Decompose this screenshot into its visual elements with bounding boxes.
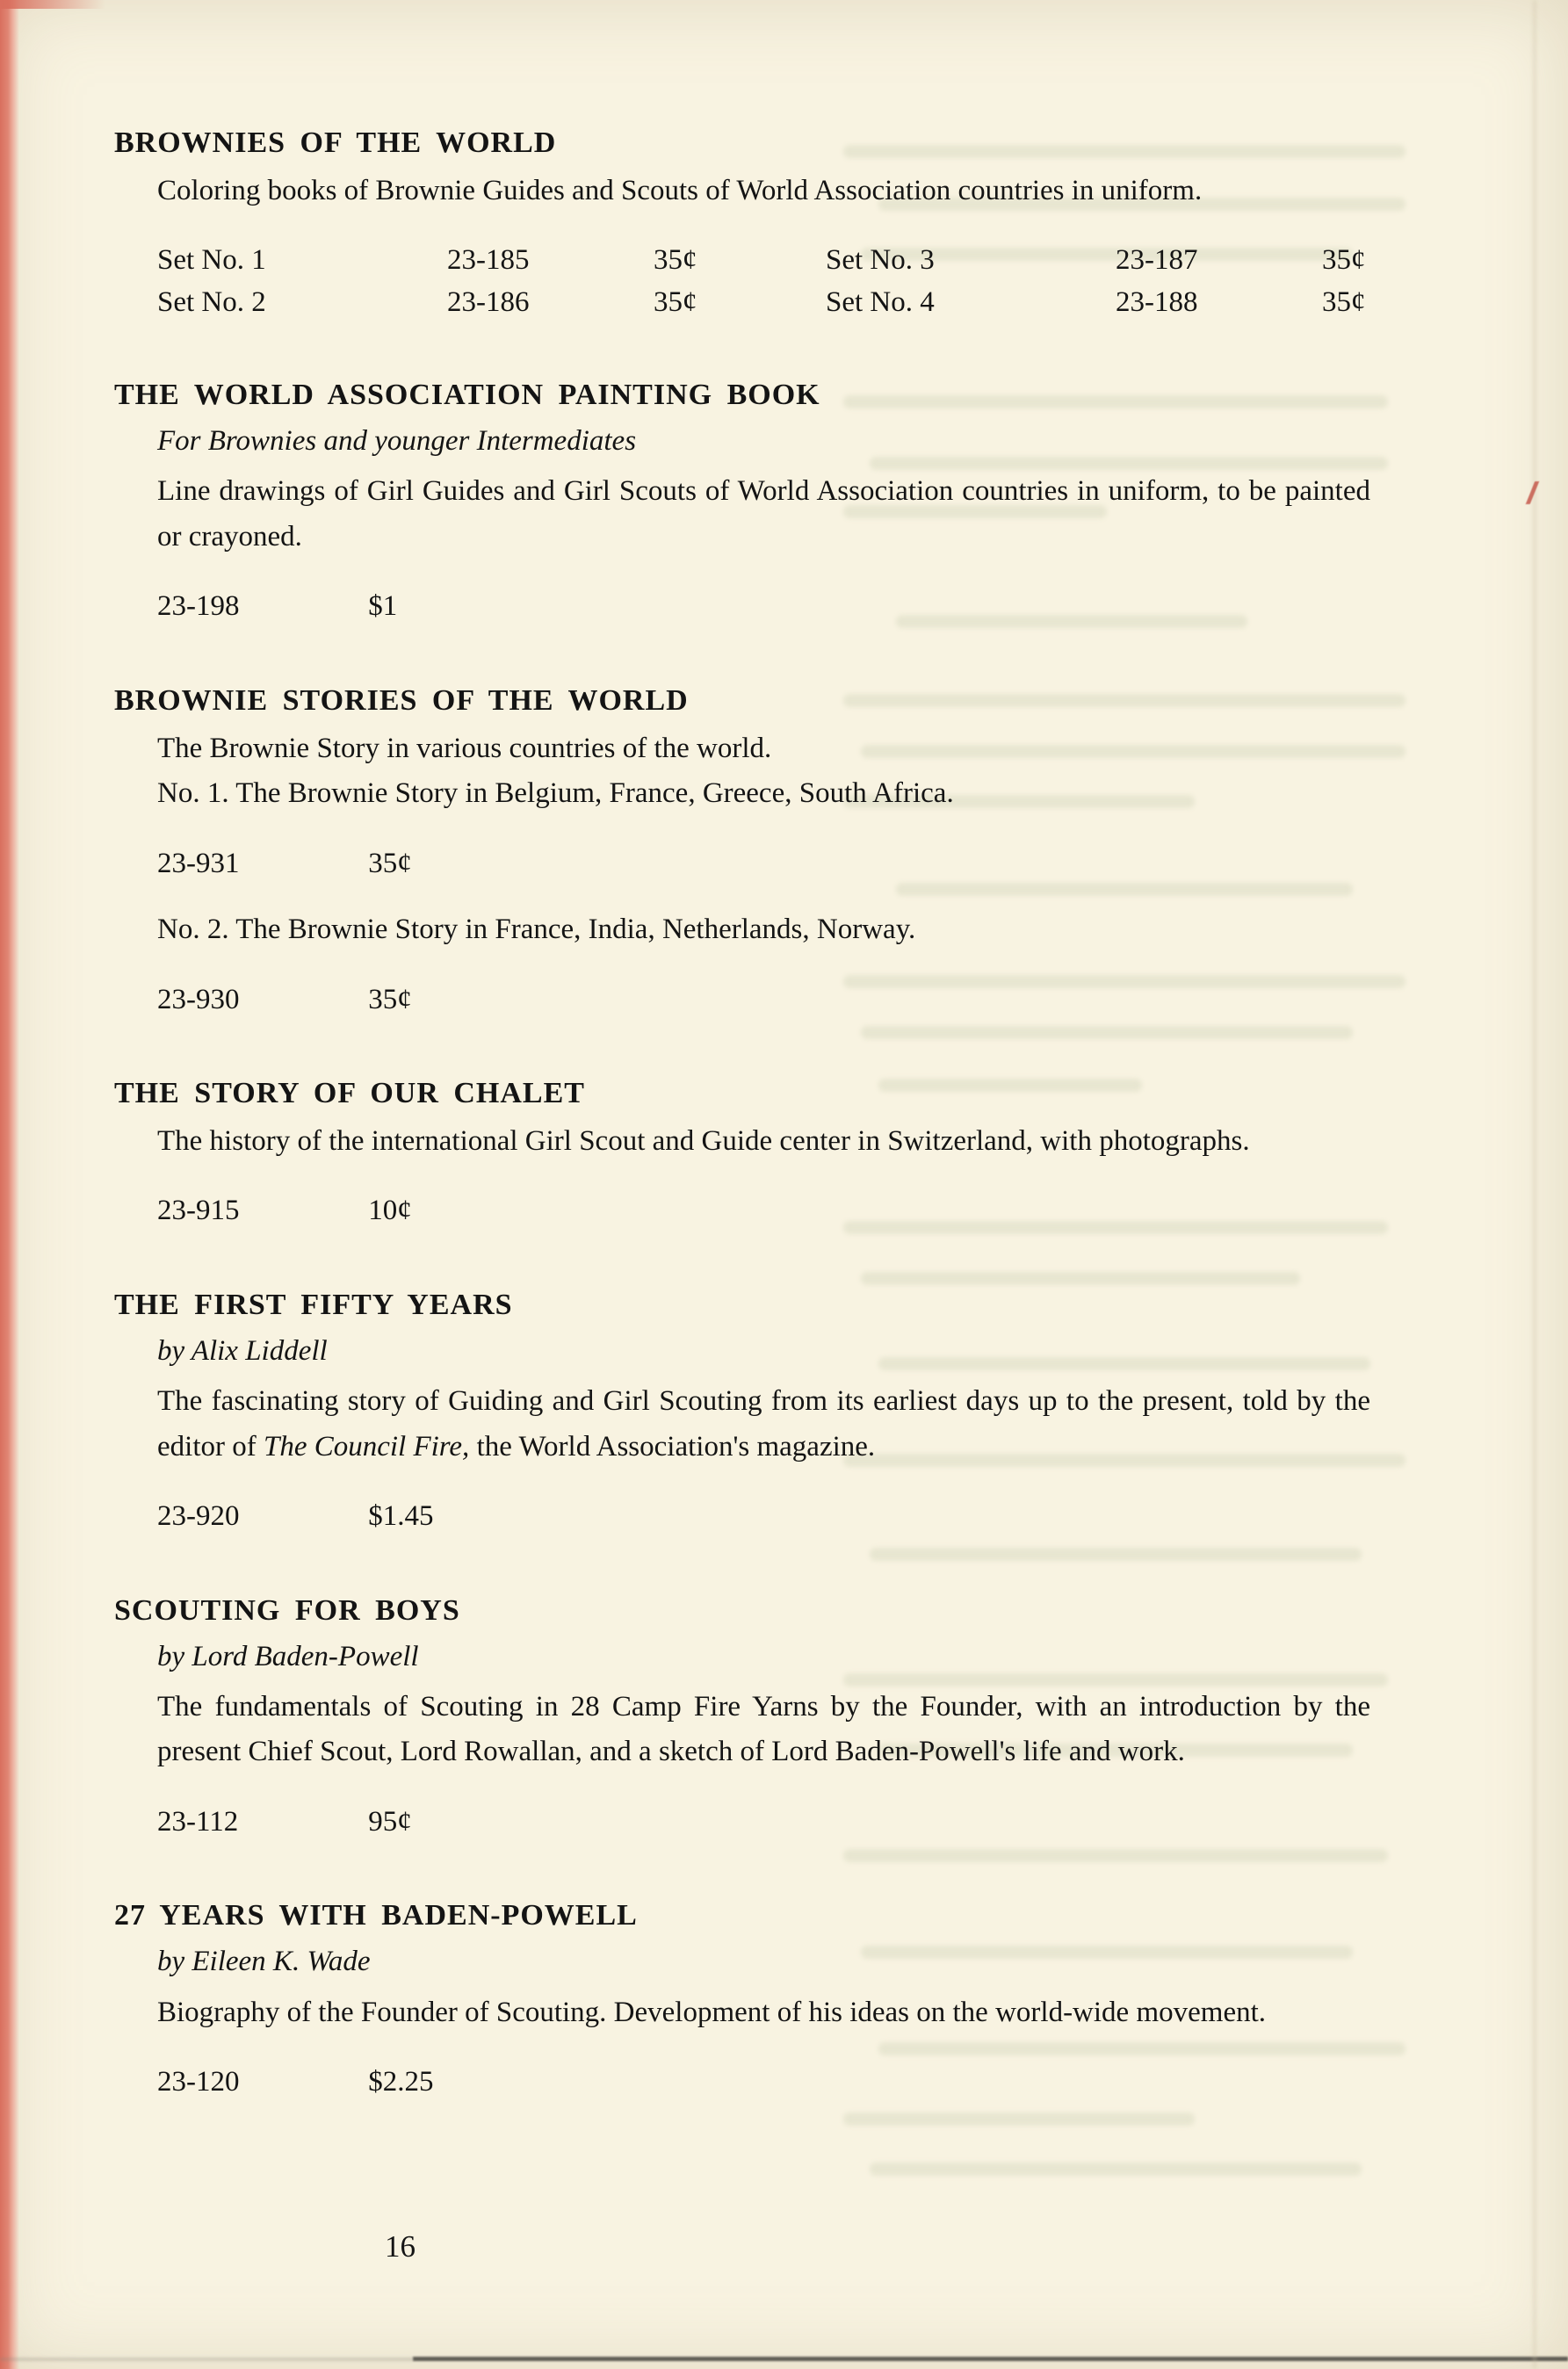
section-first-fifty-years bbox=[114, 1285, 1370, 1540]
price-entry bbox=[157, 282, 702, 324]
section-description: Biography of the Founder of Scouting. Development of his ideas on the world-wide movement. bbox=[157, 1996, 1267, 2028]
price-entry bbox=[157, 240, 702, 282]
catalog-number-line bbox=[157, 2060, 1370, 2105]
section-title: 27 YEARS WITH BADEN-POWELL bbox=[114, 1899, 638, 1932]
price: 95¢ bbox=[368, 1805, 412, 1838]
price: 35¢ bbox=[1322, 286, 1366, 319]
section-brownies-of-the-world bbox=[114, 123, 1370, 324]
scan-bottom-edge-faint bbox=[0, 2358, 413, 2361]
price: $1.45 bbox=[368, 1500, 434, 1533]
section-title: THE WORLD ASSOCIATION PAINTING BOOK bbox=[114, 379, 820, 412]
section-description: Line drawings of Girl Guides and Girl Scouts of World Association countries in uniform, to be painted or crayoned. bbox=[157, 475, 1370, 553]
price: $1 bbox=[368, 590, 398, 623]
price: 35¢ bbox=[654, 244, 697, 277]
story-entry-text: No. 2. The Brownie Story in France, India, Netherlands, Norway. bbox=[157, 914, 916, 946]
price-entry bbox=[826, 240, 1370, 282]
section-brownie-stories-of-the-world bbox=[114, 681, 1370, 1022]
price: 35¢ bbox=[368, 847, 412, 879]
section-byline: by Lord Baden-Powell bbox=[157, 1640, 419, 1672]
catalog-number: 23-120 bbox=[157, 2066, 240, 2098]
section-title: THE STORY OF OUR CHALET bbox=[114, 1077, 585, 1110]
section-description: Coloring books of Brownie Guides and Scouts of World Association countries in uniform. bbox=[157, 174, 1203, 206]
set-label: Set No. 3 bbox=[826, 244, 935, 277]
description-text: the World Association's magazine. bbox=[469, 1430, 876, 1463]
price-table-row bbox=[157, 282, 1370, 324]
show-through-artifact bbox=[870, 2163, 1362, 2176]
section-byline: by Alix Liddell bbox=[157, 1334, 328, 1367]
section-byline: For Brownies and younger Intermediates bbox=[157, 424, 637, 457]
catalog-number-line bbox=[157, 584, 1370, 629]
catalog-number: 23-188 bbox=[1116, 286, 1198, 319]
description-text: The fascinating story of Guiding and Girl Scouting from its earliest days up to the present, told by the editor of bbox=[157, 1385, 1370, 1463]
story-entry-text: No. 1. The Brownie Story in Belgium, France, Greece, South Africa. bbox=[157, 777, 954, 810]
catalog-number-line bbox=[157, 978, 1370, 1022]
scan-bottom-edge bbox=[413, 2357, 1568, 2361]
section-description bbox=[157, 1379, 1370, 1470]
catalog-number: 23-186 bbox=[447, 286, 530, 319]
section-world-association-painting-book bbox=[114, 375, 1370, 630]
price: 35¢ bbox=[1322, 244, 1366, 277]
book-title-italic: The Council Fire, bbox=[263, 1430, 470, 1463]
section-description bbox=[157, 726, 1370, 817]
catalog-number: 23-930 bbox=[157, 983, 240, 1015]
catalog-number: 23-920 bbox=[157, 1500, 240, 1533]
catalog-number: 23-185 bbox=[447, 244, 530, 277]
section-byline: by Eileen K. Wade bbox=[157, 1946, 371, 1978]
set-label: Set No. 1 bbox=[157, 244, 266, 277]
price: 10¢ bbox=[368, 1195, 412, 1227]
catalog-number-line bbox=[157, 1800, 1370, 1845]
catalog-number-line bbox=[157, 1494, 1370, 1539]
set-label: Set No. 4 bbox=[826, 286, 935, 319]
price-table-row bbox=[157, 240, 1370, 282]
catalog-number: 23-187 bbox=[1116, 244, 1198, 277]
section-title: BROWNIES OF THE WORLD bbox=[114, 126, 557, 159]
price: 35¢ bbox=[368, 983, 412, 1015]
catalog-number-line bbox=[157, 841, 1370, 886]
price: $2.25 bbox=[368, 2066, 434, 2098]
price-entry bbox=[826, 282, 1370, 324]
section-27-years-with-baden-powell bbox=[114, 1896, 1370, 2105]
section-title: THE FIRST FIFTY YEARS bbox=[114, 1288, 513, 1321]
price: 35¢ bbox=[654, 286, 697, 319]
catalog-number: 23-112 bbox=[157, 1805, 239, 1838]
section-description: The history of the international Girl Scout and Guide center in Switzerland, with photographs. bbox=[157, 1124, 1250, 1157]
section-title: BROWNIE STORIES OF THE WORLD bbox=[114, 683, 689, 717]
section-title: SCOUTING FOR BOYS bbox=[114, 1593, 460, 1627]
section-scouting-for-boys bbox=[114, 1591, 1370, 1845]
page-number: 16 bbox=[385, 2229, 415, 2264]
catalog-number: 23-198 bbox=[157, 590, 240, 623]
section-intro: The Brownie Story in various countries of the world. bbox=[157, 732, 772, 764]
catalog-number: 23-931 bbox=[157, 847, 240, 879]
catalog-number: 23-915 bbox=[157, 1195, 240, 1227]
section-description: The fundamentals of Scouting in 28 Camp Fire Yarns by the Founder, with an introduction by the present Chief Scout, Lord Rowallan, and a sketch of Lord Baden-Powell's life and work. bbox=[157, 1691, 1370, 1768]
section-story-of-our-chalet bbox=[114, 1073, 1370, 1234]
show-through-artifact bbox=[843, 2113, 1195, 2126]
catalog-number-line bbox=[157, 1188, 1370, 1233]
price-table bbox=[114, 240, 1370, 324]
set-label: Set No. 2 bbox=[157, 286, 266, 319]
